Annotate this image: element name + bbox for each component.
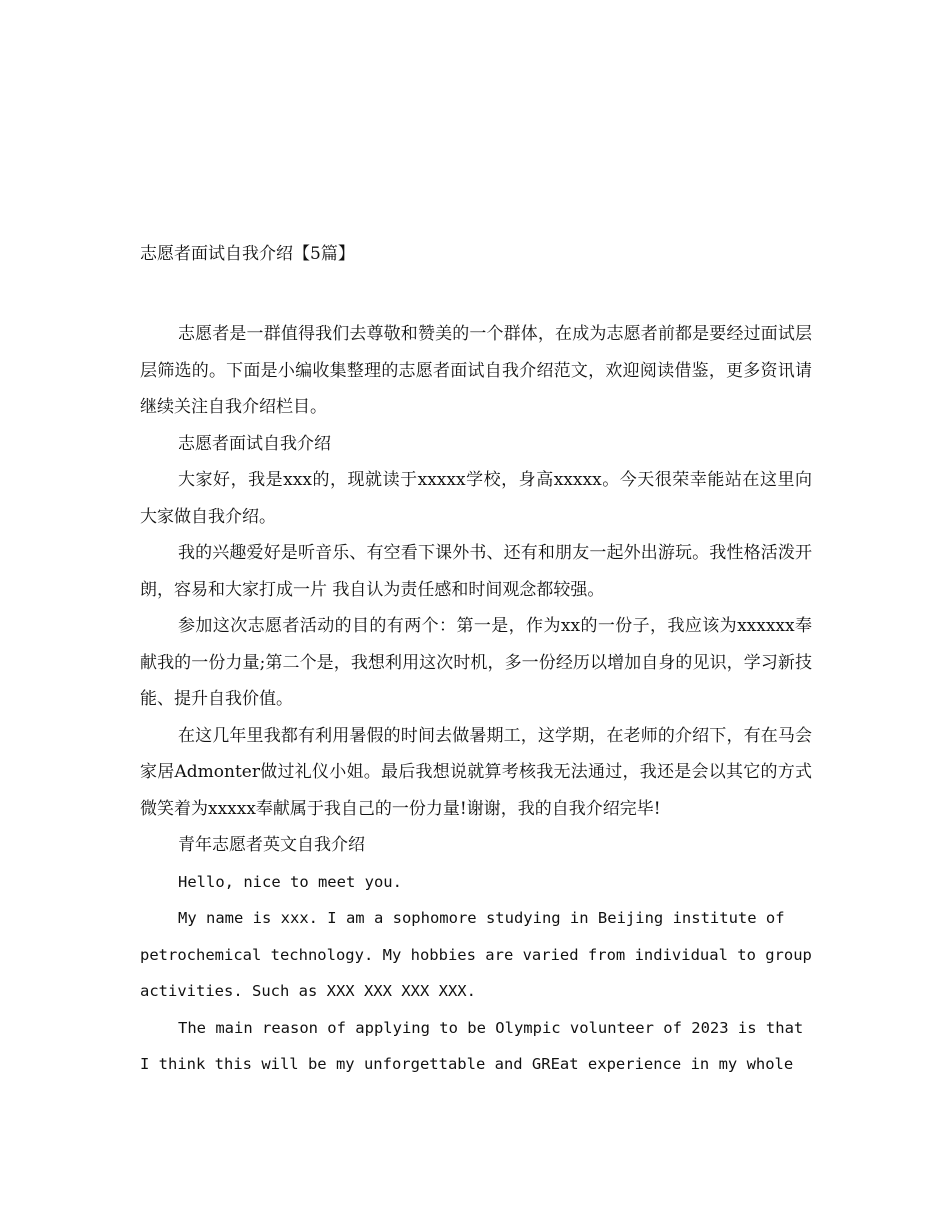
english-paragraph: The main reason of applying to be Olympic volunteer of 2023 is that I think this will be my unforgettable and GREat experience in my whole (140, 1018, 804, 1073)
intro-paragraph: 志愿者是一群值得我们去尊敬和赞美的一个群体，在成为志愿者前都是要经过面试层层筛选的。下面是小编收集整理的志愿者面试自我介绍范文，欢迎阅读借鉴，更多资讯请继续关注自我介绍栏目。 (140, 324, 812, 417)
body-paragraph: 在这几年里我都有利用暑假的时间去做暑期工，这学期，在老师的介绍下，有在马会家居Admonter做过礼仪小姐。最后我想说就算考核我无法通过，我还是会以其它的方式微笑着为xxxxx奉献属于我自己的一份力量!谢谢，我的自我介绍完毕! (140, 725, 812, 819)
body-paragraph: 大家好，我是xxx的，现就读于xxxxx学校，身高xxxxx。今天很荣幸能站在这里向大家做自我介绍。 (140, 470, 812, 527)
english-paragraph: Hello, nice to meet you. (178, 872, 402, 891)
body-paragraph: 我的兴趣爱好是听音乐、有空看下课外书、还有和朋友一起外出游玩。我性格活泼开朗，容易和大家打成一片 我自认为责任感和时间观念都较强。 (140, 543, 812, 600)
document-page (140, 236, 812, 1083)
english-paragraph: My name is xxx. I am a sophomore studying in Beijing institute of petrochemical technology. My hobbies are varied from individual to group activities. Such as XXX XXX XXX XXX. (140, 909, 812, 1000)
body-paragraph: 参加这次志愿者活动的目的有两个：第一是，作为xx的一份子，我应该为xxxxxx奉献我的一份力量;第二个是，我想利用这次时机，多一份经历以增加自身的见识，学习新技能、提升自我价值。 (140, 616, 812, 709)
section-heading-english: 青年志愿者英文自我介绍 (178, 835, 365, 855)
document-title: 志愿者面试自我介绍【5篇】 (140, 244, 355, 264)
section-heading-interview: 志愿者面试自我介绍 (178, 433, 331, 454)
